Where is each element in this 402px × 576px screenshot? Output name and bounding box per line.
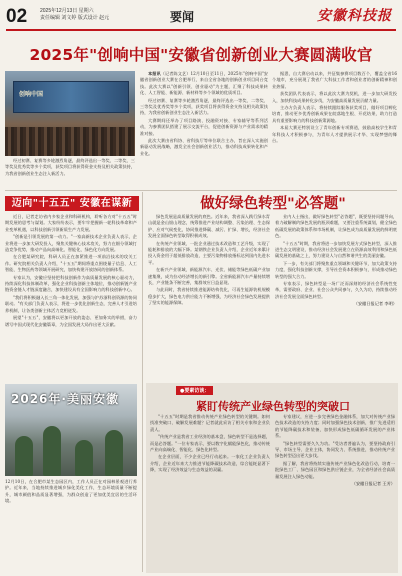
paragraph: 展望"十五五"，安徽将以更加开放的姿态、更加务实的举措，奋力谱写中国式现代化安徽篇章，为全国发展大局作出更大贡献。 xyxy=(5,315,137,327)
issue-date: 2025年12月13日 星期六 xyxy=(40,8,94,14)
paragraph: 在新兴产业领域，新能源汽车、光伏、储能等绿色低碳产业加速集聚，成为拉动经济增长的新引擎。全省新能源汽车产量持续增长，产业链条不断完善，集群效应日益显现。 xyxy=(148,267,270,286)
photo-caption: 12月10日，在合肥市某生态园区内，工作人员正在对园林景观进行养护。近年来，当地持续推进城乡绿化美化工作，生态环境质量不断提升，城市颜值和品质显著增强，为群众创造了更加优美宜居的生活环境。 xyxy=(5,479,137,504)
right-story-title: 做好绿色转型"必答题" xyxy=(200,196,346,212)
paragraph: 专家表示，绿色转型是一场广泛而深刻的经济社会系统性变革，需要政府、企业、社会公众共同参与，久久为功，持续推动经济社会发展全面绿色转型。 xyxy=(275,281,397,299)
paragraph: 经过初赛、复赛等多轮激烈角逐，最终评选出一等奖、二等奖、三等奖及优秀奖等多个奖项，获奖项目将获得资金支持及相关政策扶持，为我省创新创业生态注入新活力。 xyxy=(5,158,135,176)
byline: （安徽日报记者 王芳） xyxy=(351,481,395,487)
paragraph: "绿色转型需要久久为功。"受访者普遍认为，要坚持政府引导、市场主导、企业主体，协同发力、系统推进，推动传统产业绿色转型迈出更大步伐。 xyxy=(275,440,395,459)
page-header xyxy=(0,0,402,34)
greening-photo xyxy=(5,384,137,476)
main-headline: 2025年"创响中国"安徽省创新创业大赛圆满收官 xyxy=(29,46,373,64)
paragraph: 此次大赛由省科协、省科技厅等单位联合主办，旨在深入实施创新驱动发展战略，激发全社会创新创业活力，推动科技成果转化和产业化。 xyxy=(140,138,268,156)
section-title: 要闻 xyxy=(170,10,195,24)
newspaper-logo: 安徽科技报 xyxy=(317,8,392,24)
paragraph: 专家建议，应进一步完善绿色金融体系，加大对传统产业绿色技术改造的支持力度；同时加强绿色技术创新，推广先进适用的节能降碳技术和装备，加快形成绿色低碳循环发展的产业体系。 xyxy=(275,414,395,439)
commentary-col-2 xyxy=(275,414,395,570)
right-story-col-2 xyxy=(275,214,397,382)
section-divider xyxy=(5,190,397,191)
left-story-title: 迈向"十五五" 安徽在谋新 xyxy=(5,196,139,211)
paragraph: 在企业层面，不少企业已经行动起来。一家化工企业负责人介绍，企业近年来大力推进节能降碳技术改造，综合能耗显著下降，实现了经济效益与生态效益的双赢。 xyxy=(150,454,270,473)
stage-text: 创响中国 xyxy=(19,92,44,98)
paragraph: 在传统产业领域，一批企业通过技术改造和工艺升级，实现了能耗和排放的大幅下降。某钢铁企业负责人介绍，企业近年来累计投入资金用于超低排放改造，主要污染物排放指标达到国内先进水平。 xyxy=(148,240,270,265)
paragraph: 绿色发展是高质量发展的底色。近年来，我省深入践行绿水青山就是金山银山理念，统筹推进产业结构调整、污染治理、生态保护、应对气候变化，协同推进降碳、减污、扩绿、增长，经济社会发展全面绿色转型取得积极成效。 xyxy=(148,214,270,239)
paragraph: 本届大赛还特别设立了青年创新专项赛道，鼓励高校学生和青年科技人才积极参与，为青年人才提供展示才华、实现梦想的舞台。 xyxy=(272,125,397,144)
commentary-col-1 xyxy=(150,414,270,570)
paragraph: 获奖团队代表表示，将以此次大赛为契机，进一步加大研发投入，加快科技成果转化步伐，为安徽高质量发展贡献力量。 xyxy=(272,91,397,103)
commentary-tag: ●要素访谈： xyxy=(176,386,213,395)
lead-story-col-1 xyxy=(140,71,268,189)
contest-photo xyxy=(5,71,135,156)
column-divider xyxy=(142,192,143,572)
paragraph: 大赛期间还举办了项目路演、投融资对接、专家辅导等系列活动，为参赛团队搭建了展示交流平台，促进创新资源与产业需求的精准对接。 xyxy=(140,117,268,136)
paragraph: 专家认为，安徽应坚持把科技创新作为高质量发展的核心驱动力，持续深化科技体制改革，强化企业科技创新主体地位，推动创新链产业链资金链人才链深度融合，加快建设具有全国影响力的科技创新中心。 xyxy=(5,274,137,293)
paragraph: 在合肥某研究院，科研人员正在加紧推进一项前沿技术的攻关工作。研究院相关负责人介绍，"十五五"期间将重点围绕量子信息、人工智能、生物医药等领域开展研究，加快构建开放协同的创新体系。 xyxy=(5,254,137,273)
tree-shape xyxy=(105,430,123,476)
paragraph: "十五五"时期是我省推动传统产业绿色转型的关键期。如何找准突破口、破解发展难题？记者就此采访了相关专家和企业负责人。 xyxy=(150,414,270,432)
right-story-col-1 xyxy=(148,214,270,382)
header-divider xyxy=(6,29,396,31)
lead-story-col-0 xyxy=(5,158,135,192)
paragraph: 据了解，我省将持续实施传统产业绿色化改造行动，培育一批绿色工厂、绿色园区和绿色供应链企业，为全省经济社会高质量发展注入绿色动能。 xyxy=(275,460,395,479)
editor-credits: 责任编辑 刘文婷 版式设计 赵元 xyxy=(40,15,110,21)
byline: （安徽日报记者 李明） xyxy=(353,301,397,307)
paragraph: 下一步，有关部门将聚焦重点领域和关键环节，加大政策支持力度，强化科技创新支撑，引导社会资本积极参与，形成推动绿色转型的强大合力。 xyxy=(275,260,397,279)
paragraph: "十五五"时期，我省将进一步加快发展方式绿色转型，深入推进生态文明建设，推动经济社会发展建立在资源高效利用和绿色低碳发展的基础之上，努力建设人与自然和谐共生的美丽安徽。 xyxy=(275,240,397,259)
lead-story-col-2 xyxy=(272,71,397,189)
lead-paragraph: 本报讯（记者陈文艺）12月10日至11日，2025年"创响中国"安徽省创新创业大赛在合肥举行，来自全省各地的创新创业项目同台竞技。此次大赛以"创新引领、创业驱动"为主题，汇聚了科技成果转化、人工智能、新能源、新材料等多个领域的优质项目。 xyxy=(140,71,268,96)
paragraph: 经过初赛、复赛等多轮激烈角逐，最终评选出一等奖、二等奖、三等奖及优秀奖等多个奖项，获奖项目将获得资金支持及相关政策扶持，为我省创新创业生态注入新活力。 xyxy=(140,97,268,116)
tree-shape xyxy=(43,426,61,476)
tree-shape xyxy=(75,440,93,476)
audience xyxy=(5,127,135,156)
page-number: 02 xyxy=(6,6,28,27)
tree-shape xyxy=(15,436,33,476)
commentary-title: 紧盯传统产业绿色转型的突破口 xyxy=(196,400,350,413)
paragraph: "创新是引领发展的第一动力。"一家高新技术企业负责人表示，企业将进一步加大研发投入，聚焦关键核心技术攻关，努力在细分领域打造竞争优势，推动产品向高端化、智能化、绿色化方向发展。 xyxy=(5,234,137,253)
paragraph: "我们将积极融入长三角一体化发展，加强与沪苏浙科创资源的协同联动。"有关部门负责人表示，将进一步优化创新生态，完善人才引进培养机制，让各类创新主体活力竞相迸发。 xyxy=(5,294,137,313)
paragraph: "传统产业是我省工业经济的基本盘，绿色转型不是选择题，而是必答题。"一位专家表示，要以数字化赋能绿色化，推动传统产业向高端化、智能化、绿色化转型。 xyxy=(150,434,270,453)
left-story-body xyxy=(5,214,137,380)
paragraph: 据悉，自大赛启动以来，共征集参赛项目数百个，覆盖全省16个地市，充分展现了我省广大科技工作者和创业者的创新精神和创业热情。 xyxy=(272,71,397,89)
header-meta xyxy=(40,8,109,22)
photo-overlay-text: 2026年·美丽安徽 xyxy=(11,392,119,406)
paragraph: 主办方负责人表示，将持续跟踪服务获奖项目，做好项目孵化培育，推动更多优秀创新成果在皖落地生根、开花结果，助力打造具有重要影响力的科技创新策源地。 xyxy=(272,105,397,123)
paragraph: 与此同时，我省持续推进能源结构优化，可再生能源装机规模稳步扩大，绿色电力供应能力不断增强，为经济社会绿色发展提供了坚实的能源保障。 xyxy=(148,287,270,306)
paragraph: 业内人士指出，做好绿色转型"必答题"，既要坚持问题导向，着力破解制约绿色发展的瓶颈难题，又要注重系统谋划，健全绿色低碳发展的政策体系和市场机制，让绿色成为高质量发展的鲜明底色。 xyxy=(275,214,397,239)
paragraph: 近日，记者走访省内多家企业和科研机构，聆听各方对"十五五"时期发展的思考与谋划。大家纷纷表示，要牢牢把握新一轮科技革命和产业变革机遇，以科技创新引领新质生产力发展。 xyxy=(5,214,137,232)
